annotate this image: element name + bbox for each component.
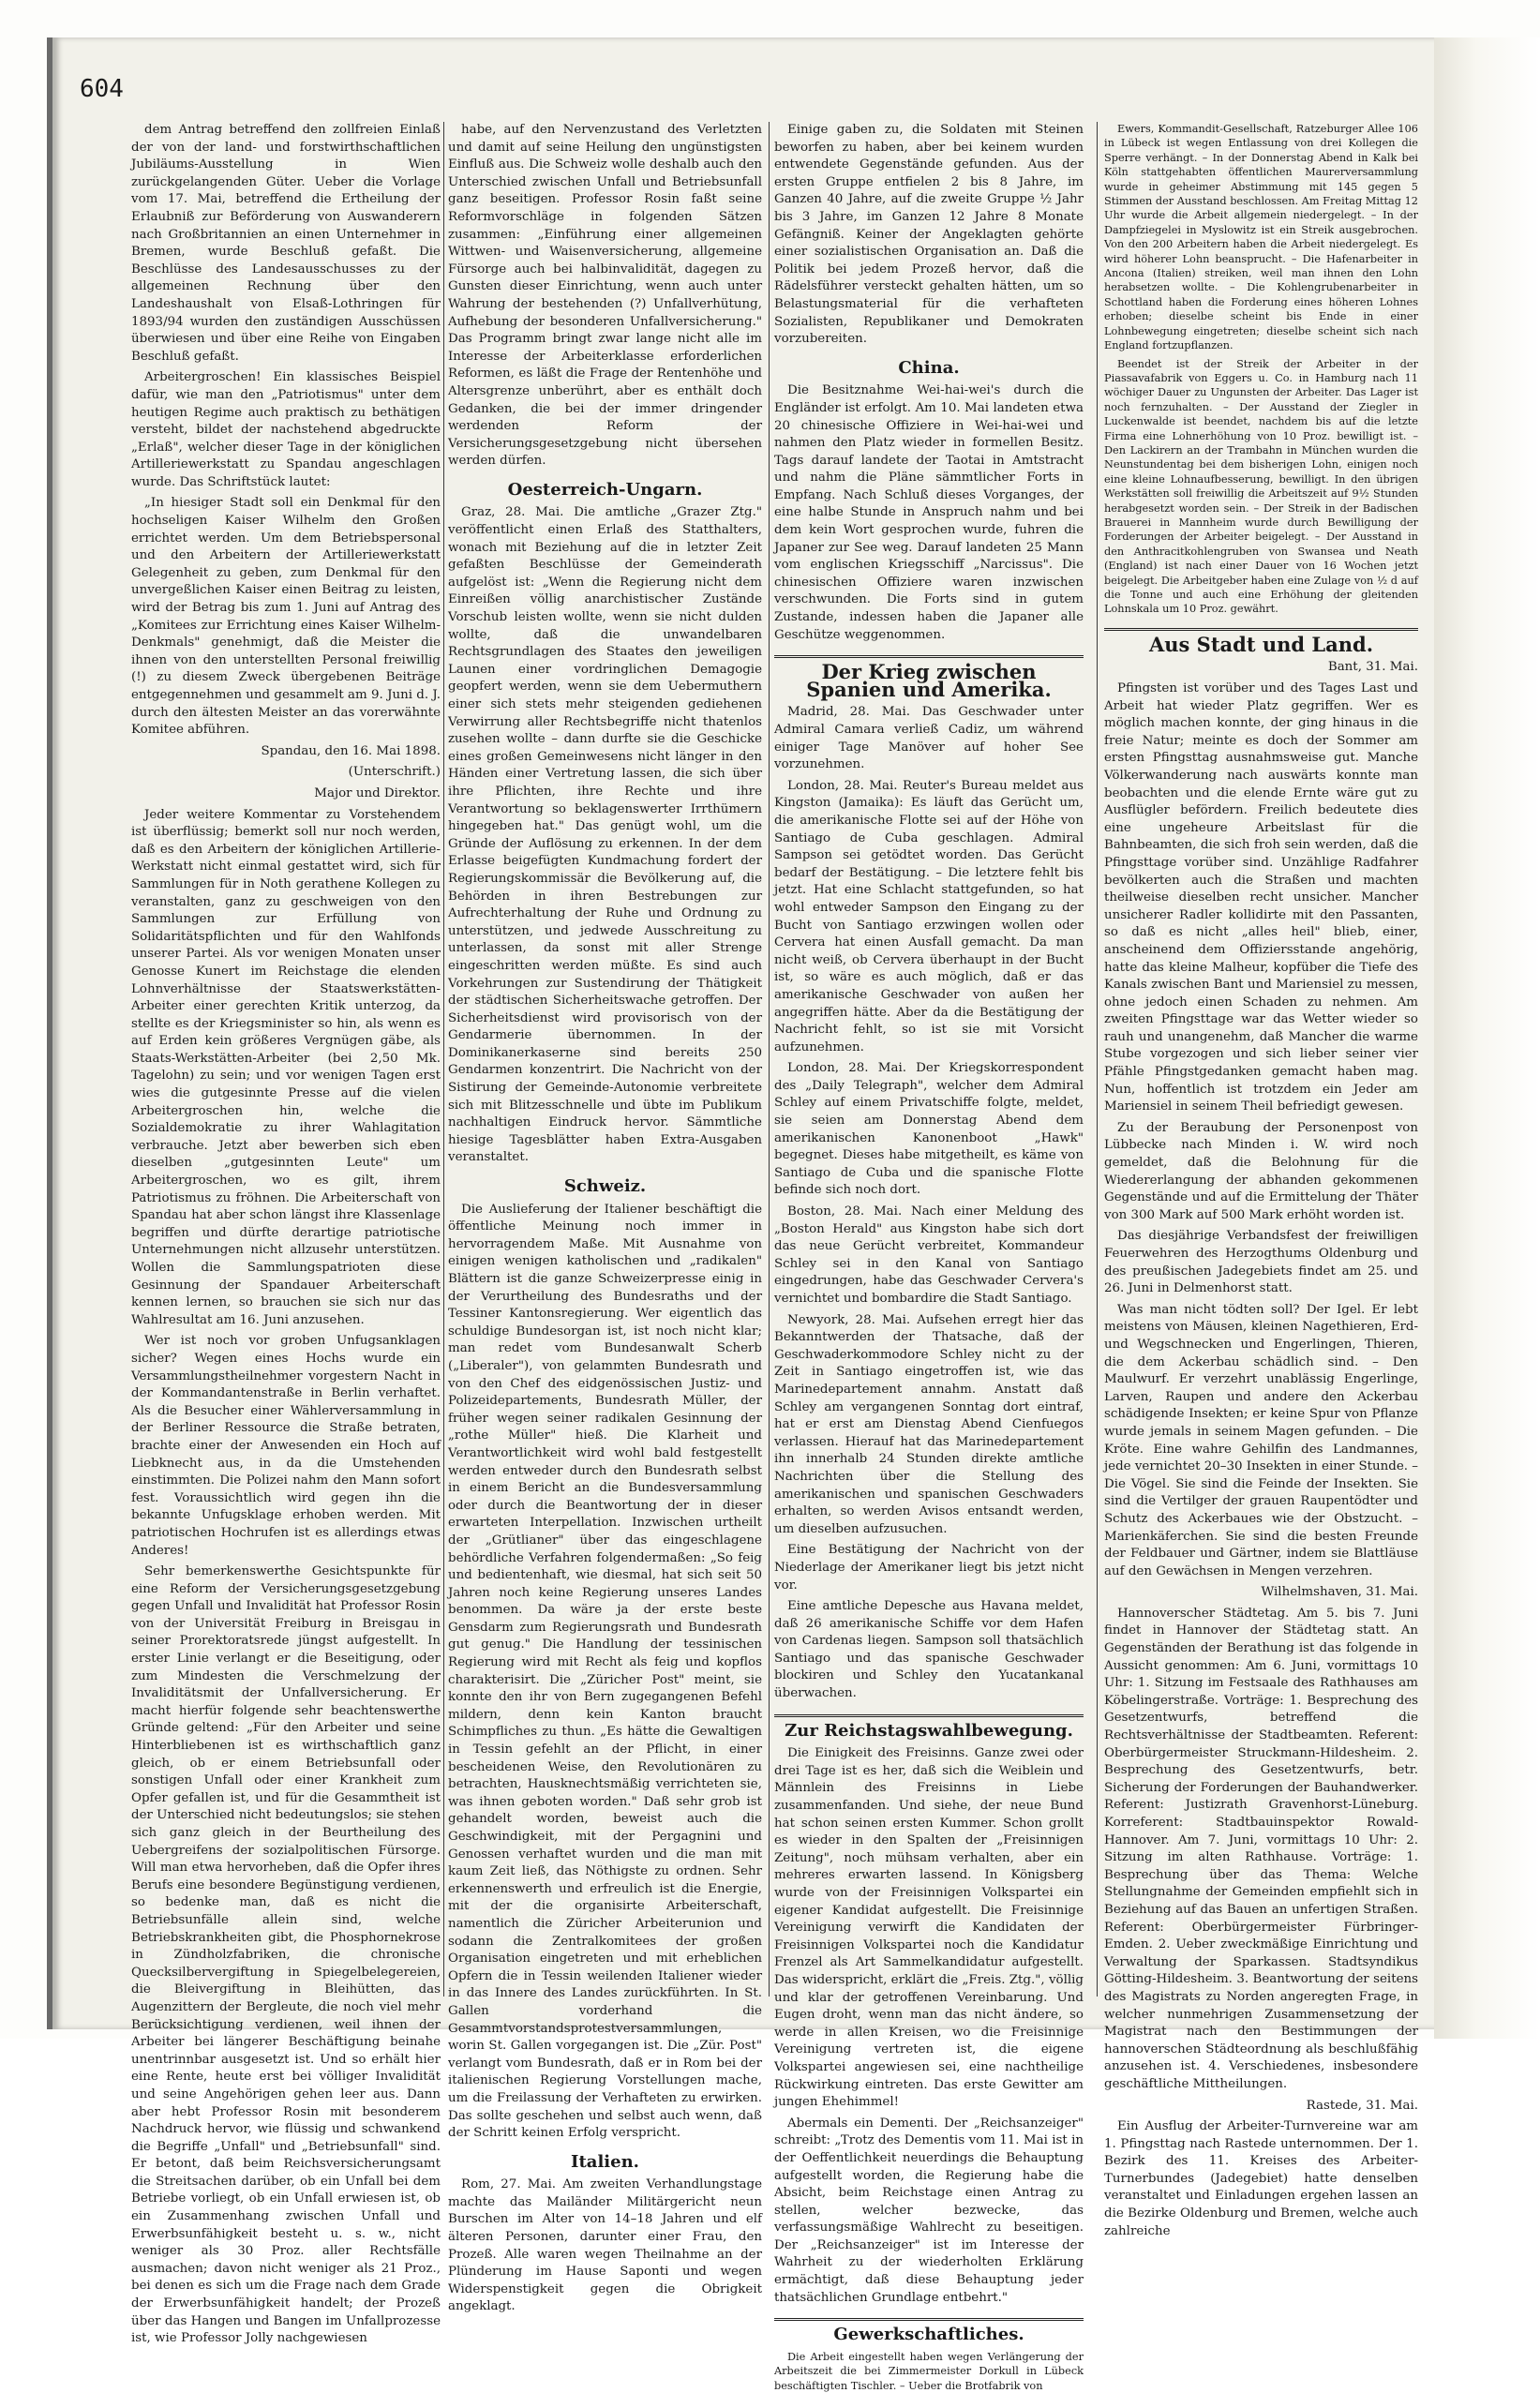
section-heading: Oesterreich-Ungarn. <box>507 479 703 500</box>
article-paragraph: Newyork, 28. Mai. Aufsehen erregt hier das Bekanntwerden der Thatsache, daß der Geschwaderkommodore Schley nicht zu der Zeit in Santiago eingetroffen ist, wie das Marinedepartement annahm. Anstatt daß Schley am vergangenen Sonntag dort eintraf, hat er erst am Dienstag Abend Cienfuegos verlassen. Hierauf hat das Marinedepartement ihn innerhalb 24 Stunden direkte amtliche Nachrichten über die Stellung des amerikanischen und spanischen Geschwaders erhalten, so werden Avisos entsandt werden, um dieselben aufzusuchen. <box>774 1312 1084 1536</box>
article-paragraph: Jeder weitere Kommentar zu Vorstehendem ist überflüssig; bemerkt soll nur noch werden, daß es den Arbeitern der königlichen Artillerie-Werkstatt nicht einmal gestattet wird, sich für Sammlungen für in Noth gerathene Kollegen zu veranstalten, ganz zu geschweigen von den Sammlungen zur Erfüllung von Solidaritätspflichten und für den Wahlfonds unserer Partei. Als vor wenigen Monaten unser Genosse Kunert im Reichstage die elenden Lohnverhältnisse der Staatswerkstätten-Arbeiter einer gerechten Kritik unterzog, da stellte es der Kriegsminister so hin, als wenn es auf Erden kein größeres Vergnügen gäbe, als Staats-Werkstätten-Arbeiter (bei 2,50 Mk. Tagelohn) zu sein; und vor wenigen Tagen erst wies die gutgesinnte Presse auf die vielen Arbeitergroschen hin, welche die Sozialdemokratie zu ihrer Wahlagitation verbrauche. Jetzt aber bewerben sich eben dieselben „gutgesinnten Leute" um Arbeitergroschen, wo es gilt, ihrem Patriotismus zu fröhnen. Die Arbeiterschaft von Spandau hat aber schon längst ihre Klassenlage begriffen und dürfte derartige patriotische Unternehmungen nicht allzusehr unterstützen. Wollen die Sammlungspatrioten diese Gesinnung der Spandauer Arbeiterschaft kennen lernen, so brauchen sie sich nur das Wahlresultat am 16. Juni anzusehen. <box>131 807 441 1327</box>
article-paragraph: habe, auf den Nervenzustand des Verletzten und damit auf seine Heilung den ungünstigsten Einfluß aus. Die Schweiz wolle deshalb auch den Unterschied zwischen Unfall und Betriebsunfall ganz beseitigen. Professor Rosin faßt seine Reformvorschläge in folgenden Sätzen zusammen: „Einführung einer allgemeinen Wittwen- und Waisenversicherung, allgemeine Fürsorge auch bei halbinvalidität, dagegen zu Gunsten dieser Einrichtung, wenn auch unter Wahrung der bestehenden (?) Unfallverhütung, Aufhebung der besonderen Unfallversicherung." Das Programm bringt zwar lange nicht alle im Interesse der Arbeiterklasse erforderlichen Reformen, es läßt die Frage der Rentenhöhe und Altersgrenze unberührt, aber es enthält doch Gedanken, die bei der immer dringender werdenden Reform der Versicherungsgesetzgebung nicht übersehen werden dürfen. <box>448 123 762 469</box>
text-column-2 <box>448 122 762 2314</box>
adjacent-page-edge <box>1434 37 1540 2039</box>
article-paragraph: Zu der Beraubung der Personenpost von Lübbecke nach Minden i. W. wird noch gemeldet, daß die Belohnung für die Wiedererlangung der abhanden gekommenen Gegenstände und auf die Ermittelung der Thäter von 300 Mark auf 500 Mark erhöht worden ist. <box>1104 1120 1418 1222</box>
section-heading: Schweiz. <box>563 1176 647 1197</box>
article-paragraph: Eine Bestätigung der Nachricht von der Niederlage der Amerikaner liegt bis jetzt nicht vor. <box>774 1543 1084 1593</box>
article-paragraph: Wer ist noch vor groben Unfugsanklagen sicher? Wegen eines Hochs wurde ein Versammlungstheilnehmer vorgestern Nacht in der Kommandantenstraße in Berlin verhaftet. Als die Besucher einer Wählerversammlung in der Berliner Ressource die Straße betraten, brachte einer der Anwesenden ein Hoch auf Liebknecht aus, in da die Umstehenden einstimmten. Die Polizei nahm den Mann sofort fest. Voraussichtlich wird gegen ihn die bekannte Unfugsklage erhoben werden. Mit patriotischen Hochrufen ist es allerdings etwas Anderes! <box>131 1334 441 1558</box>
article-paragraph: „In hiesiger Stadt soll ein Denkmal für den hochseligen Kaiser Wilhelm den Großen errichtet werden. Um dem Betriebspersonal und den Arbeitern der Artilleriewerkstatt Gelegenheit zu geben, zum Denkmal für den unvergeßlichen Kaiser einen Beitrag zu leisten, wird der Betrag bis zum 1. Juni auf Antrag des „Komitees zur Errichtung eines Kaiser Wilhelm-Denkmals" genehmigt, daß die Meister die ihnen von den unterstellten Personal freiwillig (!) zu diesem Zweck übergebenen Beiträge entgegennehmen und gesammelt am 9. Juni d. J. durch den ältesten Meister an das vorerwähnte Komitee abführen. <box>131 496 441 738</box>
article-paragraph: Die Einigkeit des Freisinns. Ganze zwei oder drei Tage ist es her, daß sich die Weiblein und Männlein des Freisinns in Liebe zusammenfanden. Und siehe, der neue Bund hat schon seinen ersten Kummer. Schon grollt es wieder in den Spalten der „Freisinnigen Zeitung", noch mühsam verhalten, aber ein mehreres erwarten lassend. In Königsberg wurde von der Freisinnigen Volkspartei ein eigener Kandidat aufgestellt. Die Freisinnige Vereinigung verwirft die Kandidaten der Freisinnigen Volkspartei noch die Kandidatur Frenzel als Art Sammelkandidatur aufgestellt. Das widerspricht, erklärt die „Freis. Ztg.", völlig und klar der getroffenen Vereinbarung. Und Eugen droht, wenn man das nicht ändere, so werde in allen Kreisen, wo die Freisinnige Vereinigung vertreten ist, die eigene Volkspartei angewiesen sei, eine nachtheilige Rückwirkung eintreten. Das erste Gewitter am jungen Ehehimmel! <box>774 1746 1084 2110</box>
article-paragraph: Beendet ist der Streik der Arbeiter in der Piassavafabrik von Eggers u. Co. in Hamburg nach 11 wöchiger Dauer zu Ungunsten der Arbeiter. Das Lager ist noch fernzuhalten. – Der Ausstand der Ziegler in Luckenwalde ist beendet, nachdem bis auf die letzte Firma eine Lohnerhöhung von 10 Proz. bewilligt ist. – Den Lackirern an der Trambahn in München wurden die Neunstundentag bei dem bisherigen Lohn, einigen noch eine kleine Lohnaufbesserung, bewilligt. In den übrigen Werkstätten soll freiwillig die Arbeitszeit auf 9½ Stunden herabgesetzt worden sein. – Der Streik in der Badischen Brauerei in Mannheim wurde durch Bewilligung der Forderungen der Arbeiter beigelegt. – Der Ausstand in den Anthracitkohlengruben von Swansea und Neath (England) ist nach einer Dauer von 16 Wochen jetzt beigelegt. Die Arbeitgeber haben eine Zulage von ½ d auf die Tonne und auch eine Erhöhung der gleitenden Lohnskala um 10 Proz. gewährt. <box>1104 357 1418 616</box>
section-heading: Zur Reichstagswahlbewegung. <box>774 1714 1084 1741</box>
article-paragraph: Die Besitznahme Wei-hai-wei's durch die Engländer ist erfolgt. Am 10. Mai landeten etwa 20 chinesische Offiziere in Wei-hai-wei und nahmen den Platz wieder in formellen Besitz. Tags darauf landete der Taotai in Amtstracht und nahm die Pläne sämmtlicher Forts in Empfang. Nach Schluß dieses Vorganges, der eine halbe Stunde in Anspruch nahm und bei dem kein Wort gesprochen wurde, fuhren die Japaner zur See weg. Darauf landeten 25 Mann vom englischen Kriegsschiff „Narcissus". Die chinesischen Offiziere waren inzwischen verschwunden. Die Forts sind in gutem Zustande, indessen haben die Japaner alle Geschütze weggenommen. <box>774 383 1084 642</box>
article-paragraph: Madrid, 28. Mai. Das Geschwader unter Admiral Camara verließ Cadiz, um während einiger Tage Manöver auf hoher See vorzunehmen. <box>774 705 1084 772</box>
article-paragraph: dem Antrag betreffend den zollfreien Einlaß der von der land- und forstwirthschaftlichen Jubiläums-Ausstellung in Wien zurückgelangenden Güter. Ueber die Vorlage vom 17. Mai, betreffend die Ertheilung der Erlaubniß zur Beförderung von Auswanderern nach Großbritannien an einen Unternehmer in Bremen, wurde Beschluß gefaßt. Die Beschlüsse des Landesausschusses zu der allgemeinen Rechnung über den Landeshaushalt von Elsaß-Lothringen für 1893/94 wurden den zuständigen Ausschüssen überwiesen und über eine Reihe von Eingaben Beschluß gefaßt. <box>131 123 441 364</box>
text-column-3 <box>774 122 1084 2392</box>
article-paragraph: Ein Ausflug der Arbeiter-Turnvereine war am 1. Pfingsttag nach Rastede unternommen. Der 1. Bezirk des 11. Kreises des Arbeiter-Turnerbundes (Jadegebiet) hatte denselben veranstaltet und Einladungen ergehen lassen an die Bezirke Oldenburg und Bremen, welche auch zahlreiche <box>1104 2119 1418 2238</box>
signature-line: Spandau, den 16. Mai 1898. <box>261 743 441 758</box>
signature-line: Major und Direktor. <box>314 785 441 800</box>
article-paragraph: Was man nicht tödten soll? Der Igel. Er lebt meistens von Mäusen, kleinen Nagethieren, Erd- und Wegschnecken und Engerlingen, Thieren, die dem Ackerbau schädlich sind. – Den Maulwurf. Er verzehrt unablässig Engerlinge, Larven, Raupen und andere den Ackerbau schädigende Insekten; er keine Spur von Pflanze wurde jemals in seinem Magen gefunden. – Die Kröte. Eine wahre Gehilfin des Landmannes, jede vernichtet 20–30 Insekten in einer Stunde. – Die Vögel. Sie sind die Feinde der Insekten. Sie sind die Vertilger der grauen Raupentödter und Schutz des Ackerbaues wie der Obstzucht. – Marienkäferchen. Sie sind die besten Freunde der Feldbauer und Gärtner, indem sie Blattläuse auf den Gewächsen in Mengen verzehren. <box>1104 1302 1418 1578</box>
section-heading: Gewerkschaftliches. <box>774 2318 1084 2344</box>
dateline: Bant, 31. Mai. <box>1327 660 1418 675</box>
article-paragraph: Arbeitergroschen! Ein klassisches Beispiel dafür, wie man den „Patriotismus" unter dem heutigen Regime auch praktisch zu bethätigen versteht, bildet der nachstehend abgedruckte „Erlaß", welcher dieser Tage in der königlichen Artilleriewerkstatt zu Spandau angeschlagen wurde. Das Schriftstück lautet: <box>131 370 441 489</box>
article-paragraph: Graz, 28. Mai. Die amtliche „Grazer Ztg." veröffentlicht einen Erlaß des Statthalters, wonach mit Beziehung auf die in letzter Zeit gefaßten Beschlüsse der Gemeinderath aufgelöst ist: „Wenn die Regierung nicht dem Einreißen völlig anarchistischer Zustände Vorschub leisten wollte, wenn sie nicht dulden wollte, daß die unwandelbaren Rechtsgrundlagen des Staates den jeweiligen Launen einer vordringlichen Demagogie geopfert werden, wenn sie dem Uebermuthern einer sich stets mehr steigenden gediehenen Verwirrung aller Rechtsbegriffe nicht thatenlos zusehen wollte – dann durfte sie die Geschicke eines großen Gemeinwesens nicht länger in den Händen einer Vertretung lassen, die sich über ihre Pflichten, ihre Rechte und ihre Verantwortung so beklagenswerter Irrthümern hingegeben hat." Das genügt wohl, um die Gründe der Auflösung zu erkennen. In der dem Erlasse beigefügten Kundmachung fordert der Regierungskommissär die Bevölkerung auf, die Behörden in ihren Bestrebungen zur Aufrechterhaltung der Ruhe und Ordnung zu unterstützen, und jedwede Ausschreitung zu unterlassen, da sonst mit aller Strenge eingeschritten werden müßte. Es sind auch Vorkehrungen zur Sustendirung der Thätigkeit der städtischen Sicherheitswache getroffen. Der Sicherheitsdienst wird provisorisch von der Gendarmerie übernommen. In der Dominikanerkaserne sind bereits 250 Gendarmen konzentrirt. Die Nachricht von der Sistirung der Gemeinde-Autonomie verbreitete sich mit Blitzesschnelle und übte im Publikum nachhaltigen Eindruck hervor. Sämmtliche hiesige Tagesblätter haben Extra-Ausgaben veranstaltet. <box>448 505 762 1165</box>
section-heading: Italien. <box>571 2151 639 2172</box>
dateline: Wilhelmshaven, 31. Mai. <box>1261 1585 1418 1600</box>
article-paragraph: London, 28. Mai. Der Kriegskorrespondent des „Daily Telegraph", welcher dem Admiral Schley auf einem Privatschiffe folgte, meldet, sie seien am Donnerstag Abend dem amerikanischen Kanonenboot „Hawk" begegnet. Dieses habe mitgetheilt, es käme von Santiago de Cuba und die spanische Flotte befinde sich noch dort. <box>774 1061 1084 1198</box>
column-rule <box>769 122 770 1997</box>
article-paragraph: Sehr bemerkenswerthe Gesichtspunkte für eine Reform der Versicherungsgesetzgebung gegen Unfall und Invalidität hat Professor Rosin von der Universität Freiburg in Breisgau in seiner Prorektoratsrede jüngst aufgestellt. In erster Linie verlangt er die Beseitigung, oder zum Mindesten die Verschmelzung der Invaliditätsmit der Unfallversicherung. Er macht hierfür folgende sehr beachtenswerthe Gründe geltend: „Für den Arbeiter und seine Hinterbliebenen ist es wirthschaftlich ganz gleich, ob er einem Betriebsunfall oder sonstigen Unfall oder einer Krankheit zum Opfer gefallen ist, und für die Gesammtheit ist der Unterschied nicht bedeutungslos; sie stehen sich ganz gleich in der Beurtheilung des Uebergreifens der sozialpolitischen Fürsorge. Will man etwa hervorheben, daß die Opfer ihres Berufs eine besondere Begünstigung verdienen, so bedenke man, daß es nicht die Betriebsunfälle allein sind, welche Betriebskrankheiten gibt, die Phosphornekrose in Zündholzfabriken, die chronische Quecksilbervergiftung in Spiegelbelegereien, die Bleivergiftung in Bleihütten, das Augenzittern der Bergleute, die noch viel mehr Berücksichtigung verdienen, weil ihnen der Arbeiter bei längerer Beschäftigung beinahe unentrinnbar ausgesetzt ist. Und so erhält hier eine Rente, heute erst bei völliger Invalidität und seine Angehörigen gehen leer aus. Dann aber hebt Professor Rosin mit besonderem Nachdruck hervor, wie flüssig und schwankend die Begriffe „Unfall" und „Betriebsunfall" sind. Er betont, daß beim Reichsversicherungsamt die Streitsachen darüber, ob ein Unfall bei dem Betriebe vorliegt, ob ein Unfall erwiesen ist, ob ein Zusammenhang zwischen Unfall und Erwerbsunfähigkeit besteht u. s. w., nicht weniger als 30 Proz. aller Rechtsfälle ausmachen; davon nicht weniger als 21 Proz., bei denen es sich um die Frage nach dem Grade der Erwerbsunfähigkeit handelt; der Prozeß über das Hangen und Bangen im Unfallprozesse ist, wie Professor Jolly nachgewiesen <box>131 1564 441 2346</box>
column-rule <box>1097 122 1098 1997</box>
article-paragraph: Die Auslieferung der Italiener beschäftigt die öffentliche Meinung noch immer in hervorragendem Maße. Mit Ausnahme von einigen wenigen katholischen und „radikalen" Blättern ist die ganze Schweizerpresse einig in der Verurtheilung des Bundesraths und der Tessiner Kantonsregierung. Wer eigentlich das schuldige Bundesorgan ist, ist noch nicht klar; man redet vom Bundesanwalt Scherb („Liberaler"), von gelammten Bundesrath und von den Chef des eidgenössischen Justiz- und Polizeidepartements, Bundesrath Müller, der früher wegen seiner radikalen Gesinnung der „rothe Müller" hieß. Die Klarheit und Verantwortlichkeit wird wohl bald festgestellt werden entweder durch den Bundesrath selbst in einem Bericht an die Bundesversammlung oder durch die Beantwortung der in dieser erwarteten Interpellation. Inzwischen urtheilt der „Grütlianer" über das eingeschlagene behördliche Verfahren folgendermaßen: „So feig und bedientenhaft, wie diesmal, hat sich seit 50 Jahren noch keine Regierung unseres Landes benommen. Da wäre ja der erste beste Gensdarm zum Regierungsrath und Bundesrath gut genug." Die Handlung der tessinischen Regierung wird mit Recht als feig und kopflos charakterisirt. Die „Züricher Post" meint, sie konnte den ihr von Bern zugegangenen Befehl mildern, denn kein Kanton braucht Schimpfliches zu thun. „Es hätte die Gewaltigen in Tessin gefehlt an der Pflicht, in einer bescheidenen Weise, den Revolutionären zu betrachten, Hausknechtsmäßig verrichteten sie, was ihnen geboten worden." Daß sehr grob ist gehandelt worden, beweist auch die Geschwindigkeit, mit der Pergagnini und Genossen verhaftet wurden und die man mit kaum Zeit ließ, das Nöthigste zu ordnen. Sehr erkennenswerth und erfreulich ist die Energie, mit der die organisirte Arbeiterschaft, namentlich die Züricher Arbeiterunion und sodann die Zentralkomitees der großen Organisation eingetreten und mit erheblichen Opfern die in Tessin weilenden Italiener wieder in das Innere des Landes zurückführten. In St. Gallen vorderhand die Gesammtvorstandsprotestversammlungen, worin St. Gallen vorgegangen ist. Die „Zür. Post" verlangt vom Bundesrath, daß er in Rom bei der italienischen Regierung Vorstellungen mache, um die Freilassung der Verhafteten zu erwirken. Das sollte geschehen und selbst auch wenn, daß der Schritt keinen Erfolg verspricht. <box>448 1202 762 2141</box>
article-paragraph: Ewers, Kommandit-Gesellschaft, Ratzeburger Allee 106 in Lübeck ist wegen Entlassung von drei Kollegen die Sperre verhängt. – In der Donnerstag Abend in Kalk bei Köln stattgehabten öffentlichen Maurerversammlung wurde in geheimer Abstimmung mit 145 gegen 5 Stimmen der Ausstand beschlossen. Am Freitag Mittag 12 Uhr wurde die Arbeit allgemein niedergelegt. – In der Dampfziegelei in Myslowitz ist ein Streik ausgebrochen. Von den 200 Arbeitern haben die Arbeit niedergelegt. Es wird höherer Lohn beansprucht. – Die Hafenarbeiter in Ancona (Italien) streiken, weil man ihnen den Lohn herabsetzen wollte. – Die Kohlengrubenarbeiter in Schottland haben die Forderung eines höheren Lohnes erhoben; dieselbe scheint bis Ende in einer Lohnbewegung eingetreten; dieselbe scheint sich nach England fortzupflanzen. <box>1104 123 1418 352</box>
article-paragraph: London, 28. Mai. Reuter's Bureau meldet aus Kingston (Jamaika): Es läuft das Gerücht um, die amerikanische Flotte sei auf der Höhe von Santiago de Cuba geschlagen. Admiral Sampson sei getödtet worden. Das Gerücht bedarf der Bestätigung. – Die letztere fehlt bis jetzt. Hat eine Schlacht stattgefunden, so hat wohl entweder Sampson den Eingang zu der Bucht von Santiago erzwingen wollen oder Cervera hat einen Ausfall gemacht. Da man nicht weiß, ob Cervera überhaupt in der Bucht ist, so wäre es auch möglich, daß er das amerikanische Geschwader von außen her angegriffen hätte. Aber da die Bestätigung der Nachricht fehlt, so ist sie mit Vorsicht aufzunehmen. <box>774 778 1084 1054</box>
text-column-1 <box>131 122 441 2346</box>
section-heading: Aus Stadt und Land. <box>1104 628 1418 654</box>
signature-line: (Unterschrift.) <box>348 765 441 780</box>
dateline: Rastede, 31. Mai. <box>1306 2098 1418 2113</box>
article-paragraph: Einige gaben zu, die Soldaten mit Steinen beworfen zu haben, aber bei keinem wurden entwendete Gegenstände gefunden. Aus der ersten Gruppe entfielen 2 bis 8 Jahre, im Ganzen 40 Jahre, auf die zweite Gruppe ½ Jahr bis 3 Jahre, im Ganzen 12 Jahre 8 Monate Gefängniß. Keiner der Angeklagten gehörte einer sozialistischen Organisation an. Daß die Politik bei jedem Prozeß hervor, daß die Rädelsführer versteckt gehalten hätten, um so Belastungsmaterial für die verhafteten Sozialisten, Republikaner und Demokraten vorzubereiten. <box>774 123 1084 347</box>
section-heading: China. <box>898 357 960 378</box>
article-paragraph: Die Arbeit eingestellt haben wegen Verlängerung der Arbeitszeit die bei Zimmermeister Dorkull in Lübeck beschäftigten Tischler. – Ueber die Brotfabrik von <box>774 2350 1084 2392</box>
article-paragraph: Abermals ein Dementi. Der „Reichsanzeiger" schreibt: „Trotz des Dementis vom 11. Mai ist in der Oeffentlichkeit neuerdings die Behauptung aufgestellt worden, die Regierung habe die Absicht, beim Reichstage einen Antrag zu stellen, welcher bezwecke, das verfassungsmäßige Wahlrecht zu beseitigen. Der „Reichsanzeiger" ist im Interesse der Wahrheit zu der wiederholten Erklärung ermächtigt, daß diese Behauptung jeder thatsächlichen Grundlage entbehrt." <box>774 2116 1084 2305</box>
article-paragraph: Hannoverscher Städtetag. Am 5. bis 7. Juni findet in Hannover der Städtetag statt. An Gegenständen der Berathung ist das folgende in Aussicht genommen: Am 6. Juni, vormittags 10 Uhr: 1. Sitzung im Festsaale des Rathhauses am Köbelingerstraße. Vorträge: 1. Besprechung des Gesetzentwurfs, betreffend die Rechtsverhältnisse der Stadtbeamten. Referent: Oberbürgermeister Struckmann-Hildesheim. 2. Besprechung des Gesetzentwurfs, betr. Sicherung der Forderungen der Bauhandwerker. Referent: Justizrath Gravenhorst-Lüneburg. Korreferent: Stadtbauinspektor Rowald-Hannover. Am 7. Juni, vormittags 10 Uhr: 2. Sitzung im alten Rathhause. Vorträge: 1. Besprechung über das Thema: Welche Stellungnahme der Gemeinden empfiehlt sich in Beziehung auf das Bauen an unfertigen Straßen. Referent: Oberbürgermeister Fürbringer-Emden. 2. Ueber zweckmäßige Einrichtung und Verwaltung der Sparkassen. Stadtsyndikus Götting-Hildesheim. 3. Beantwortung der seitens des Magistrats zu Norden angeregten Frage, in welcher nunmehrigen Zusammensetzung der Magistrat nach den Bestimmungen der hannoverschen Städteordnung als beschlußfähig anzusehen ist. 4. Verschiedenes, insbesondere geschäftliche Mittheilungen. <box>1104 1606 1418 2091</box>
article-paragraph: Pfingsten ist vorüber und des Tages Last und Arbeit hat wieder Platz gegriffen. Wer es möglich machen konnte, der ging hinaus in die freie Natur; meinte es doch der Sommer am ersten Pfingsttag ausnahmsweise gut. Manche Völkerwanderung nach auswärts konnte man beobachten und die elende Ernte wäre gut zu Ausflügler befördern. Freilich bedeutete dies eine ungeheure Arbeitslast für die Bahnbeamten, die sich froh sein werden, daß die Pfingsttage vorüber sind. Unzählige Radfahrer bevölkerten auch die Straßen und machten theilweise dieselben recht unsicher. Mancher unsicherer Radler kollidirte mit den Passanten, so daß es nicht „alles heil" blieb, einer, anscheinend dem Offiziersstande angehörig, hatte das kleine Malheur, kopfüber die Tiefe des Kanals zwischen Bant und Mariensiel zu messen, ohne jedoch einen Schaden zu nehmen. Am zweiten Pfingsttage war das Wetter wieder so rauh und unangenehm, daß Mancher die warme Stube vorgezogen und sich lieber seiner vier Pfähle Pfingstgedanken gemacht haben mag. Nun, hoffentlich ist trotzdem ein Jeder am Mariensiel in seinem Theil befriedigt gewesen. <box>1104 681 1418 1114</box>
section-heading: Der Krieg zwischen Spanien und Amerika. <box>774 655 1084 698</box>
page-number: 604 <box>80 75 124 103</box>
column-rule <box>443 122 444 1997</box>
article-paragraph: Das diesjährige Verbandsfest der freiwilligen Feuerwehren des Herzogthums Oldenburg und des preußischen Jadegebiets findet am 25. und 26. Juni in Delmenhorst statt. <box>1104 1229 1418 1296</box>
article-paragraph: Boston, 28. Mai. Nach einer Meldung des „Boston Herald" aus Kingston habe sich dort das neue Gerücht verbreitet, Kommandeur Schley sei in den Kanal von Santiago eingedrungen, habe das Geschwader Cervera's vernichtet und bombardire die Stadt Santiago. <box>774 1204 1084 1306</box>
article-paragraph: Eine amtliche Depesche aus Havana meldet, daß 26 amerikanische Schiffe vor dem Hafen von Cardenas liegen. Sampson soll thatsächlich Santiago und das spanische Geschwader blockiren und Schley den Yucatankanal überwachen. <box>774 1599 1084 1701</box>
article-paragraph: Rom, 27. Mai. Am zweiten Verhandlungstage machte das Mailänder Militärgericht neun Burschen im Alter von 14–18 Jahren und elf älteren Personen, darunter einer Frau, den Prozeß. Alle waren wegen Theilnahme an der Plünderung im Hause Saponti und wegen Widerspenstigkeit gegen die Obrigkeit angeklagt. <box>448 2177 762 2314</box>
text-column-4 <box>1104 122 1418 2238</box>
